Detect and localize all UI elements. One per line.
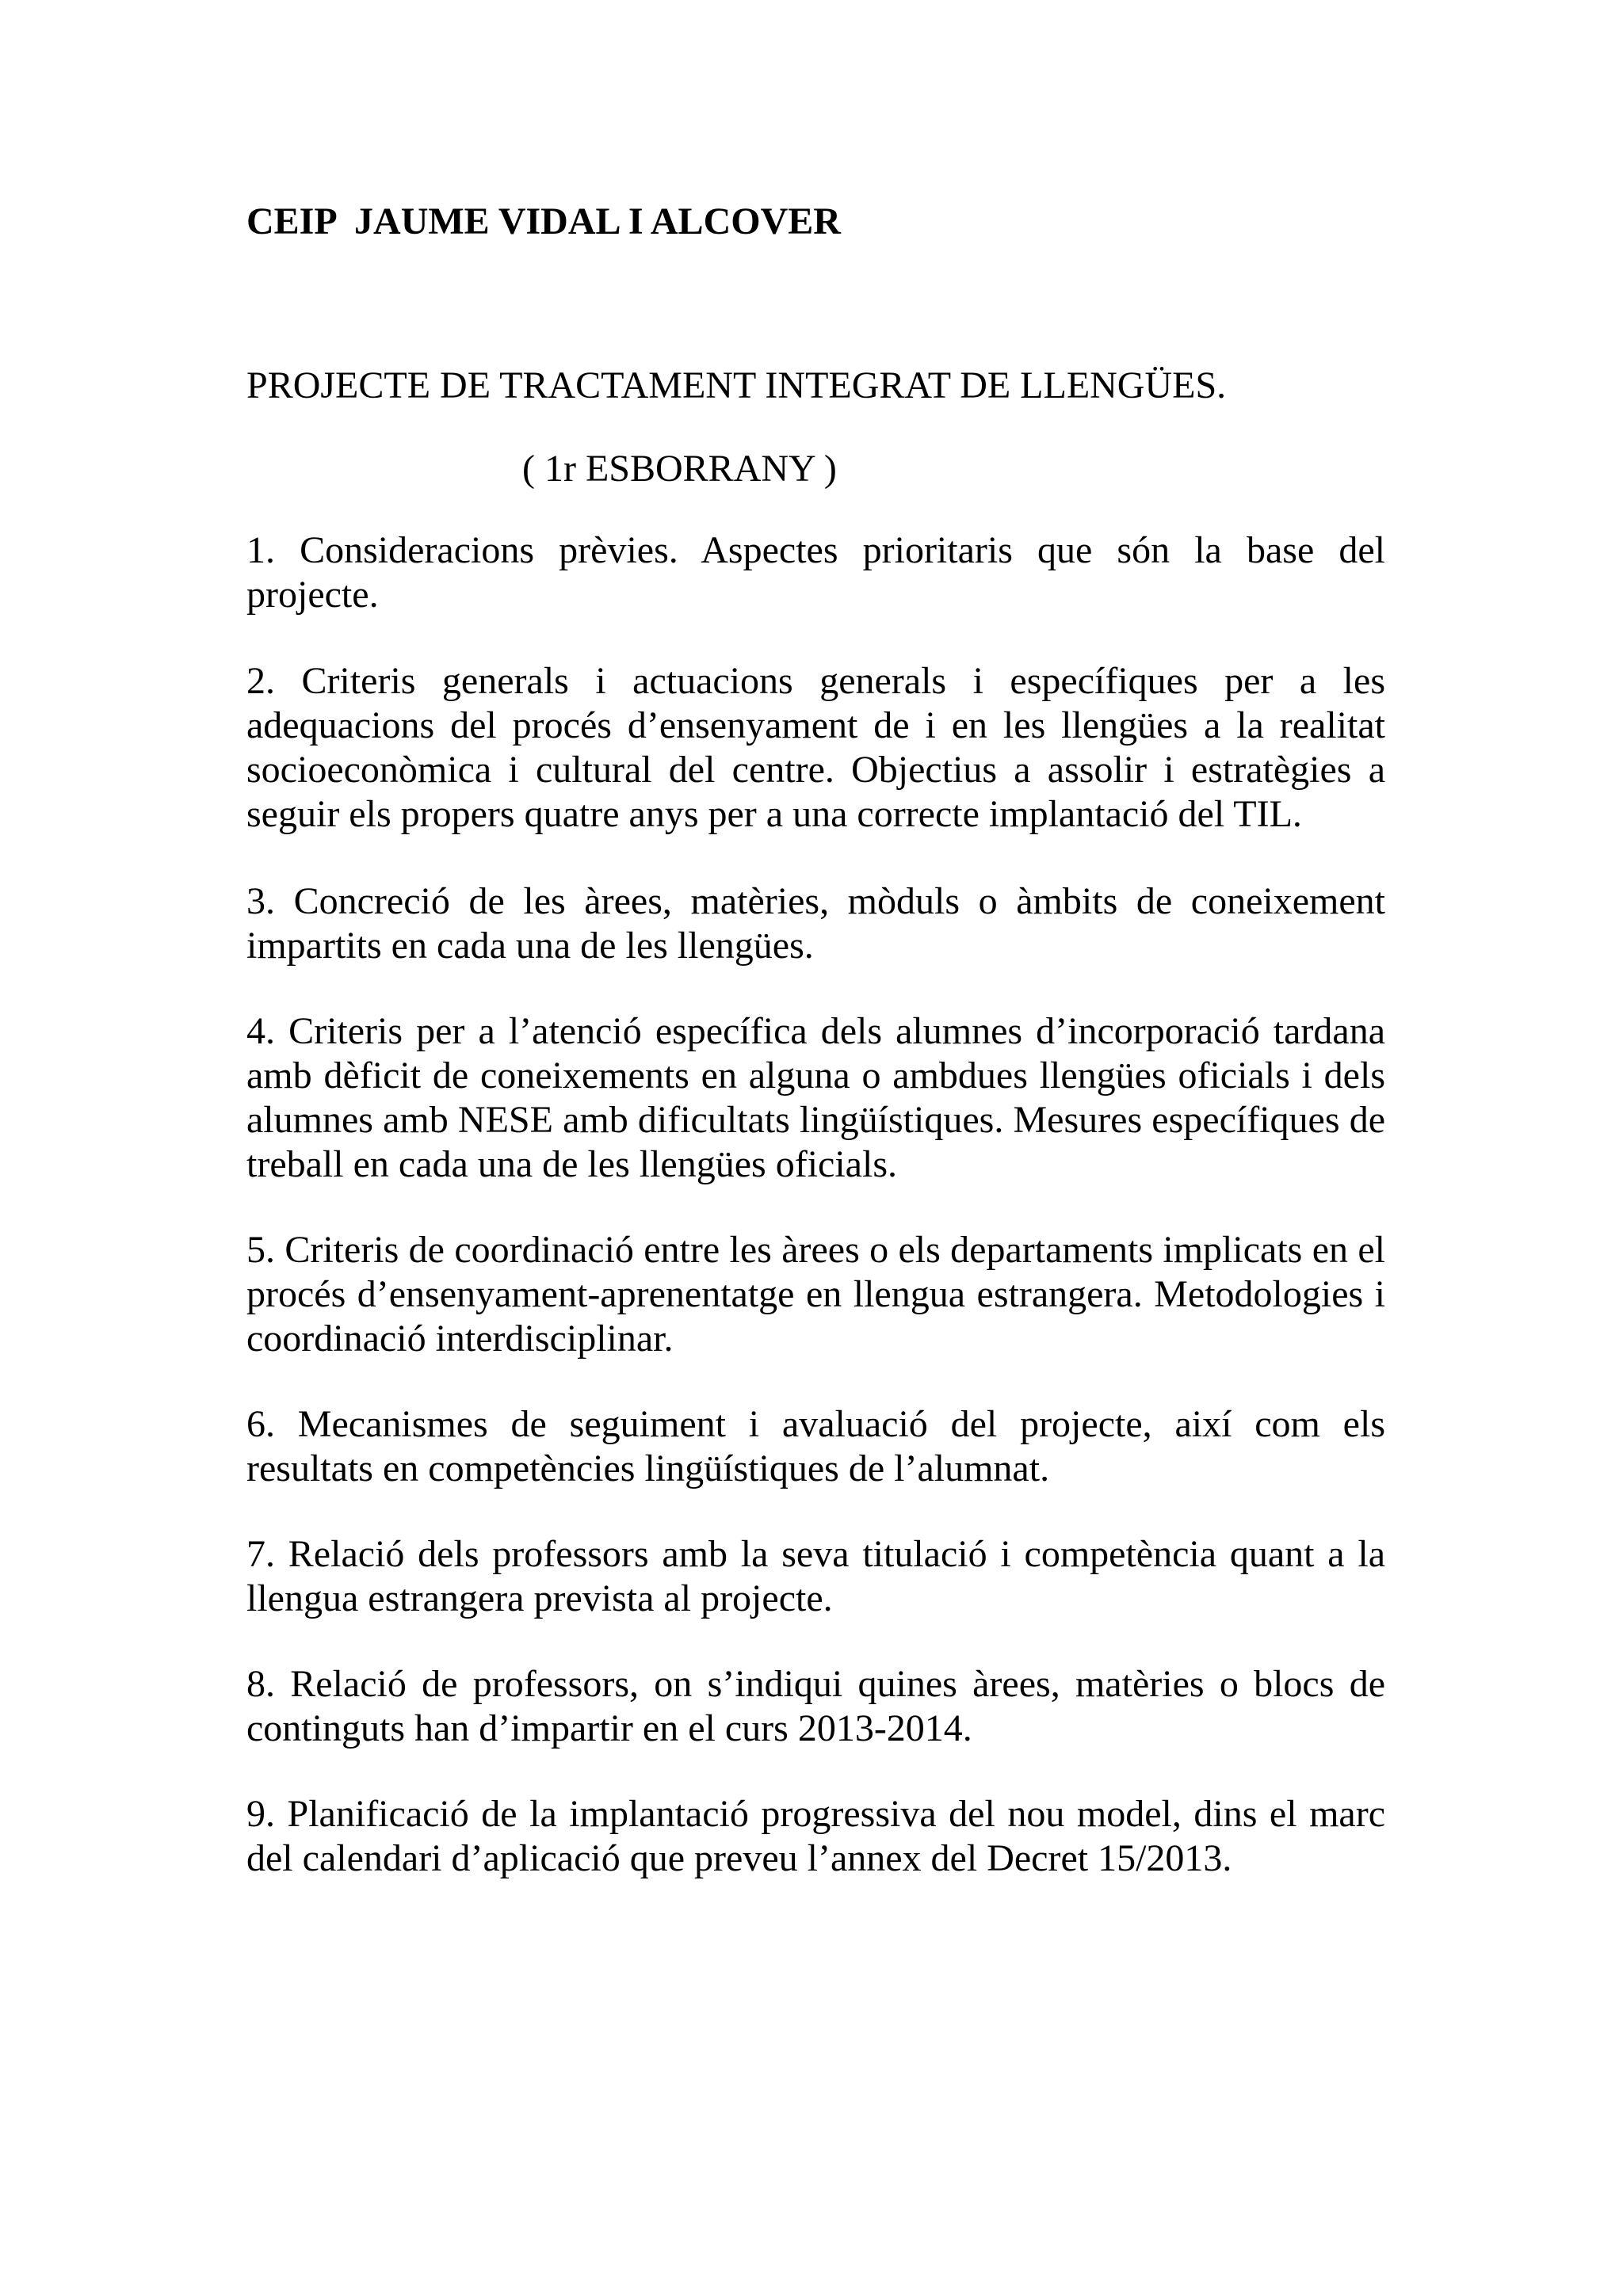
section-item-5: 5. Criteris de coordinació entre les àrees o els departaments implicats en el procés d’ensenyament-aprenentatge en llengua estrangera. Metodologies i coordinació interdisciplinar. [246,1229,1385,1360]
section-list [246,528,1385,1881]
section-item-1: 1. Consideracions prèvies. Aspectes prioritaris que són la base del projecte. [246,529,1385,616]
school-name-heading: CEIP JAUME VIDAL I ALCOVER [246,200,841,242]
section-item-2: 2. Criteris generals i actuacions generals i específiques per a les adequacions del procés d’ensenyament de i en les llengües a la realitat socioeconòmica i cultural del centre. Objectius a assolir i estratègies a seguir els propers quatre anys per a una correcte implantació del TIL. [246,660,1385,835]
draft-label: ( 1r ESBORRANY ) [522,448,837,490]
section-item-4: 4. Criteris per a l’atenció específica dels alumnes d’incorporació tardana amb dèficit de coneixements en alguna o ambdues llengües oficials i dels alumnes amb NESE amb dificultats lingüístiques. Mesures específiques de treball en cada una de les llengües oficials. [246,1010,1385,1185]
section-item-9: 9. Planificació de la implantació progressiva del nou model, dins el marc del calendari d’aplicació que preveu l’annex del Decret 15/2013. [246,1793,1385,1879]
section-item-8: 8. Relació de professors, on s’indiqui quines àrees, matèries o blocs de continguts han d’impartir en el curs 2013-2014. [246,1663,1385,1749]
section-item-7: 7. Relació dels professors amb la seva titulació i competència quant a la llengua estrangera prevista al projecte. [246,1533,1385,1619]
project-title: PROJECTE DE TRACTAMENT INTEGRAT DE LLENGÜES. [246,364,1227,406]
section-item-3: 3. Concreció de les àrees, matèries, mòduls o àmbits de coneixement impartits en cada una de les llengües. [246,880,1385,967]
section-item-6: 6. Mecanismes de seguiment i avaluació del projecte, així com els resultats en competències lingüístiques de l’alumnat. [246,1403,1385,1489]
